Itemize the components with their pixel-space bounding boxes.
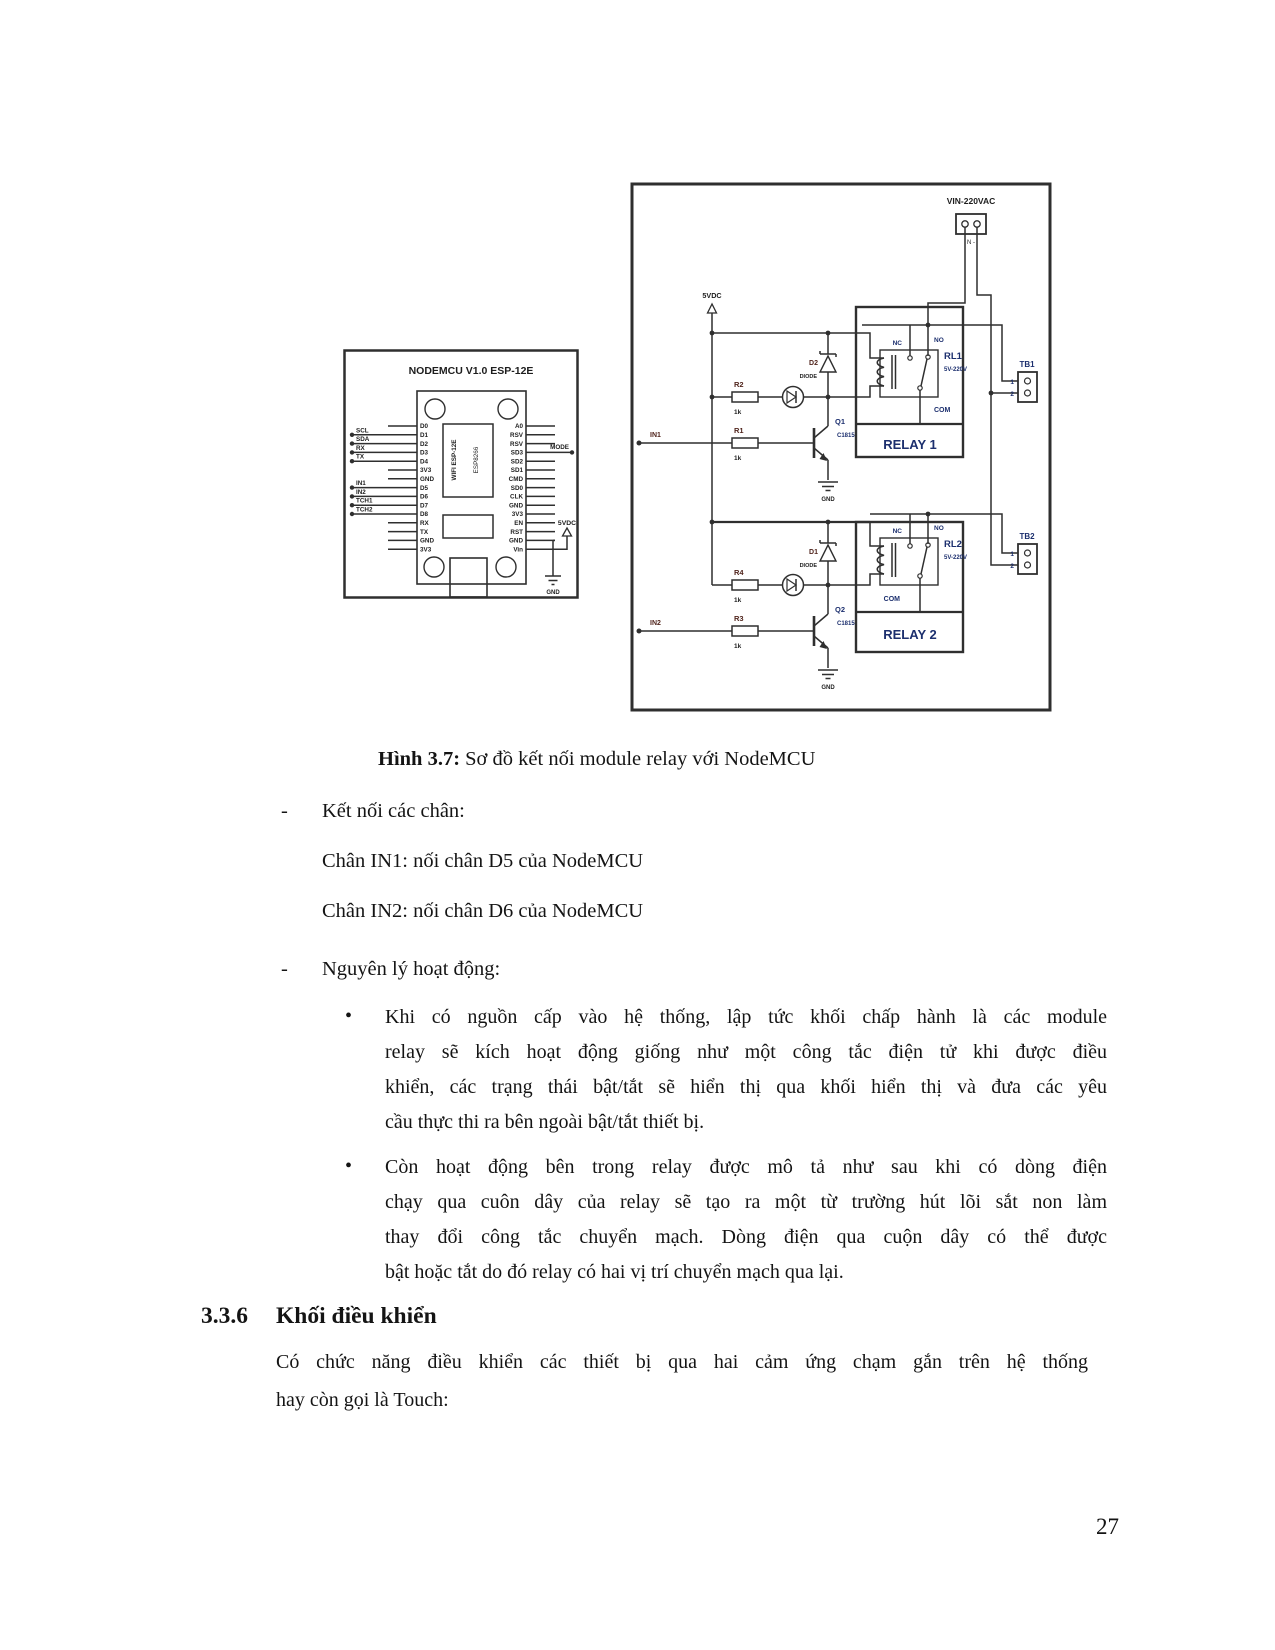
r1-value: 1k <box>734 455 742 462</box>
rl2-label: RL2 <box>944 539 962 550</box>
section-number: 3.3.6 <box>201 1303 248 1329</box>
paragraph-line: Khi có nguồn cấp vào hệ thống, lập tức khối chấp hành là các module <box>385 1006 1107 1028</box>
pin-label: D5 <box>420 484 429 492</box>
nodemcu-board <box>417 391 526 584</box>
pin-label: 3V3 <box>420 467 432 475</box>
r2-value: 1k <box>734 409 742 416</box>
resistor-r2 <box>732 392 758 402</box>
section-title: Khối điều khiển <box>276 1303 437 1329</box>
wire <box>862 325 1018 381</box>
shield-part <box>443 515 493 538</box>
bullet-paragraph <box>345 1150 1107 1290</box>
gnd-label: GND <box>821 685 835 691</box>
list-item <box>281 800 465 823</box>
pin-label: 3V3 <box>511 511 523 519</box>
pin-label: D7 <box>420 502 429 510</box>
r3-label: R3 <box>734 614 744 623</box>
paragraph-line: hay còn gọi là Touch: <box>276 1389 449 1411</box>
vin-pin-marks: N - <box>967 240 975 246</box>
diode-d2-icon <box>820 356 836 372</box>
vcc-label: 5VDC <box>702 291 722 300</box>
bullet-paragraph <box>345 1000 1107 1140</box>
caption-label: Hình 3.7: <box>378 748 461 770</box>
tb1-label: TB1 <box>1019 360 1035 369</box>
figure-caption <box>378 748 815 771</box>
ext-signal-label: TCH1 <box>356 497 373 505</box>
mounting-hole-icon <box>498 399 518 419</box>
paragraph-line: cầu thực thi ra bên ngoài bật/tắt thiết bị. <box>385 1111 705 1133</box>
pin-label: RX <box>420 520 429 527</box>
no-label: NO <box>934 525 944 532</box>
list-item-text: Kết nối các chân: <box>322 800 465 822</box>
vcc-wire <box>555 536 567 549</box>
pin-label: TX <box>420 528 429 536</box>
tb1-connector <box>1018 372 1037 402</box>
tb2-label: TB2 <box>1019 532 1035 541</box>
led-icon <box>783 387 804 408</box>
gnd-label: GND <box>821 497 835 503</box>
d1-type: DIODE <box>799 563 817 569</box>
figure-relay-schematic <box>630 182 1052 712</box>
q1-type: C1815 <box>837 433 855 439</box>
pin-label: D8 <box>420 511 429 519</box>
q1-label: Q1 <box>835 417 846 426</box>
list-item-text: Nguyên lý hoạt động: <box>322 958 501 980</box>
pin-label: D0 <box>420 423 429 431</box>
tb1-pin1: 1 <box>1010 379 1014 386</box>
paragraph-line: bật hoặc tắt do đó relay có hai vị trí chuyển mạch qua lại. <box>385 1261 844 1283</box>
mode-label: MODE <box>550 444 569 451</box>
no-label: NO <box>934 337 944 344</box>
mounting-hole-icon <box>425 399 445 419</box>
d2-label: D2 <box>809 360 818 367</box>
ext-signal-label: SDA <box>356 436 370 444</box>
pin-label: D6 <box>420 493 429 501</box>
tb2-pin1: 1 <box>1010 551 1014 558</box>
pin-label: 3V3 <box>420 546 432 554</box>
body-paragraph <box>276 1343 1088 1419</box>
vin-label: VIN-220VAC <box>946 196 996 206</box>
pin-label: Vin <box>513 546 523 554</box>
relay1-symbol <box>880 350 938 397</box>
ground-icon <box>818 482 838 491</box>
wire <box>712 333 884 358</box>
pin-label: SD3 <box>510 449 523 457</box>
pin-label: D4 <box>420 458 429 466</box>
tb2-connector <box>1018 544 1037 574</box>
list-item <box>281 958 500 981</box>
paragraph-line: relay sẽ kích hoạt động giống như một công tắc điện tử khi được điều <box>385 1041 1107 1063</box>
vin-connector <box>956 214 986 234</box>
chip-label: ESP8266 <box>473 446 480 474</box>
nc-label: NC <box>892 528 902 535</box>
in1-label: IN1 <box>650 432 661 439</box>
mounting-hole-icon <box>424 557 444 577</box>
dash-marker: - <box>281 958 288 980</box>
bullet-marker: • <box>345 1155 353 1177</box>
chip-label: WIFI ESP-12E <box>451 439 458 481</box>
r3-value: 1k <box>734 643 742 650</box>
figure-nodemcu-pinout <box>343 349 579 599</box>
pin-label: SD2 <box>510 458 523 466</box>
in2-label: IN2 <box>650 620 661 627</box>
r1-label: R1 <box>734 426 744 435</box>
ext-signal-label: IN2 <box>356 488 366 496</box>
ext-signal-label: RX <box>356 444 365 452</box>
nodemcu-frame <box>345 351 578 598</box>
resistor-r3 <box>732 626 758 636</box>
com-label: COM <box>934 407 951 414</box>
ground-icon <box>818 670 838 679</box>
pin-label: D2 <box>420 440 429 448</box>
pin-label: RSV <box>510 432 523 439</box>
pin-label: GND <box>509 502 523 510</box>
mounting-hole-icon <box>496 557 516 577</box>
com-label: COM <box>883 596 900 603</box>
ext-signal-label: TX <box>356 453 365 461</box>
power-arrow-icon <box>708 304 717 313</box>
pin-label: GND <box>509 537 523 545</box>
usb-connector <box>450 558 487 597</box>
paragraph-line: Còn hoạt động bên trong relay được mô tả như sau khi có dòng điện <box>385 1156 1107 1178</box>
ground-icon <box>545 540 561 584</box>
q2-label: Q2 <box>835 605 846 614</box>
relay1-block-label: RELAY 1 <box>883 437 937 452</box>
pin-label: D3 <box>420 449 429 457</box>
q2-type: C1815 <box>837 621 855 627</box>
resistor-r1 <box>732 438 758 448</box>
tb1-pin2: 2 <box>1010 391 1014 398</box>
r2-label: R2 <box>734 380 744 389</box>
relay2-symbol <box>880 538 938 585</box>
input-terminal <box>637 441 642 446</box>
caption-text: Sơ đồ kết nối module relay với NodeMCU <box>460 748 816 770</box>
bullet-marker: • <box>345 1005 353 1027</box>
dash-marker: - <box>281 800 288 822</box>
paragraph-line: thay đổi công tắc chuyển mạch. Dòng điện qua cuộn dây có thể được <box>385 1226 1107 1248</box>
rl1-label: RL1 <box>944 351 962 362</box>
pin-label: CMD <box>508 476 523 483</box>
d2-type: DIODE <box>799 374 817 380</box>
vcc-label: 5VDC <box>557 520 577 527</box>
pin-label: A0 <box>514 423 523 431</box>
pin-label: SD1 <box>510 467 523 475</box>
wire <box>870 522 884 546</box>
pin-label: CLK <box>510 493 523 501</box>
pin-label: RSV <box>510 440 523 448</box>
tb2-pin2: 2 <box>1010 563 1014 570</box>
r4-value: 1k <box>734 597 742 604</box>
left-pin-stubs <box>388 426 417 549</box>
pin-connection-line: Chân IN1: nối chân D5 của NodeMCU <box>322 850 644 872</box>
pin-label: GND <box>420 476 434 483</box>
ext-signal-label: IN1 <box>356 480 366 488</box>
paragraph-line: khiển, các trạng thái bật/tắt sẽ hiển thị qua khối hiển thị và đưa các yêu <box>385 1076 1107 1098</box>
paragraph-line: chạy qua cuôn dây của relay sẽ tạo ra một từ trường hút lõi sắt non làm <box>385 1191 1107 1213</box>
pin-label: RST <box>510 528 523 536</box>
d1-label: D1 <box>809 549 818 556</box>
gnd-label: GND <box>546 590 560 596</box>
nodemcu-title: NODEMCU V1.0 ESP-12E <box>408 365 534 377</box>
ext-signal-label: TCH2 <box>356 506 373 514</box>
section-heading <box>201 1303 437 1330</box>
rl2-rating: 5V-220V <box>944 555 968 561</box>
pin-connection-line: Chân IN2: nối chân D6 của NodeMCU <box>322 900 644 922</box>
pin-label: GND <box>420 537 434 545</box>
rl1-rating: 5V-220V <box>944 367 968 373</box>
resistor-r4 <box>732 580 758 590</box>
diode-d1-icon <box>820 545 836 561</box>
pin-label: D1 <box>420 432 429 439</box>
paragraph-line: Có chức năng điều khiển các thiết bị qua hai cảm ứng chạm gắn trên hệ thống <box>276 1351 1088 1373</box>
led-icon <box>783 575 804 596</box>
switch-blade <box>921 359 927 386</box>
r4-label: R4 <box>734 568 744 577</box>
power-arrow-icon <box>563 528 572 536</box>
relay2-block-label: RELAY 2 <box>883 627 937 642</box>
wire <box>910 514 928 544</box>
pin-label: SD0 <box>510 484 523 492</box>
switch-blade <box>921 547 927 574</box>
ext-signal-label: SCL <box>356 427 369 435</box>
page-number: 27 <box>1096 1514 1119 1539</box>
pin-label: EN <box>514 520 523 527</box>
nc-label: NC <box>892 340 902 347</box>
input-terminal <box>637 629 642 634</box>
